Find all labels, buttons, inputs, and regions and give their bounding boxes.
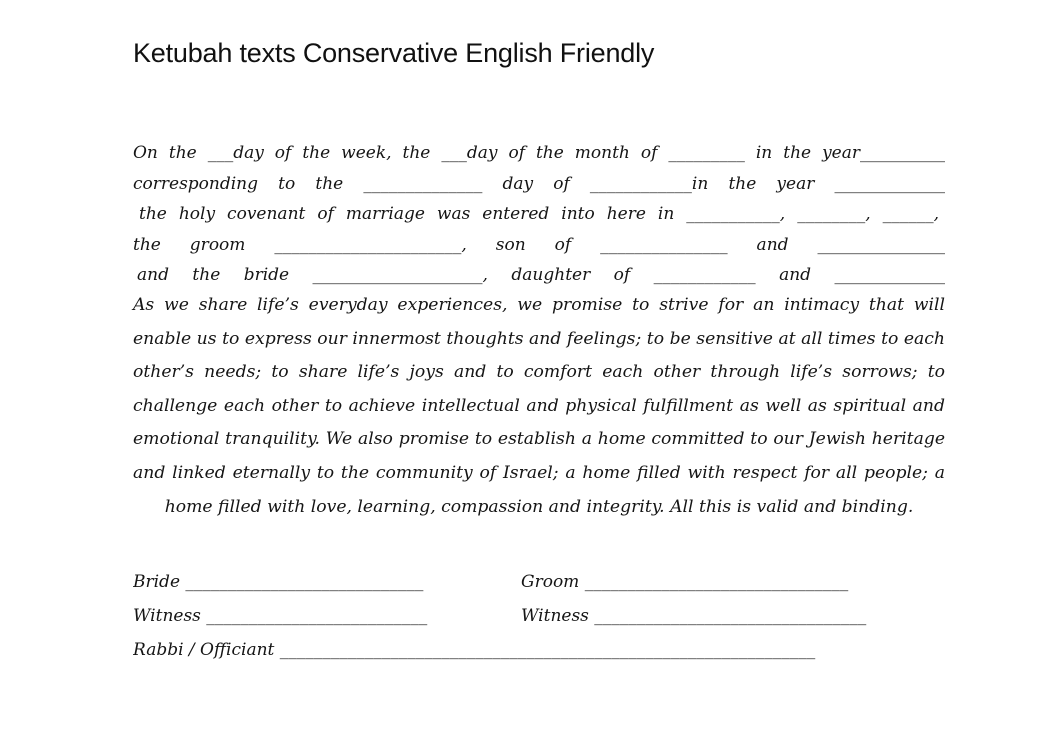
signature-row-witnesses (133, 599, 945, 633)
rabbi-signature-line: Rabbi / Officiant _______________________________________________________________ (133, 640, 816, 660)
groom-signature-line: Groom _______________________________ (521, 572, 849, 592)
fill-in-section (133, 138, 945, 291)
bride-signature-line: Bride ____________________________ (133, 572, 424, 592)
signature-block (133, 565, 945, 667)
vows-paragraph: As we share life’s everyday experiences, we promise to strive for an intimacy that will enable us to express our innermost thoughts and feelings; to be sensitive at all times to each other’s needs; to share life’s joys and to comfort each other through life’s sorrows; to challenge each other to achieve intellectual and physical fulfillment as well as spiritual and emotional tranquility. We also promise to establish a home committed to our Jewish heritage and linked eternally to the community of Israel; a home filled with respect for all people; a home filled with love, learning, compassion and integrity. All this is valid and binding. (133, 295, 945, 517)
groom-line: the groom ______________________, son of _______________ and _______________ (133, 234, 945, 255)
witness-1-signature-line: Witness __________________________ (133, 606, 428, 626)
date-line: On the ___day of the week, the ___day of the month of _________ in the year__________ (133, 143, 945, 163)
signature-row-officiant (133, 633, 945, 667)
corresponding-date-line: corresponding to the ______________ day of ____________in the year _____________ (133, 173, 945, 194)
location-line: the holy covenant of marriage was entered into here in ___________, ________, ______, (139, 204, 939, 224)
page-title: Ketubah texts Conservative English Friendly (133, 38, 655, 68)
witness-2-signature-line: Witness ________________________________ (521, 606, 867, 626)
signature-row-couple (133, 565, 945, 599)
bride-line: and the bride ____________________, daughter of ____________ and _____________ (137, 265, 945, 285)
